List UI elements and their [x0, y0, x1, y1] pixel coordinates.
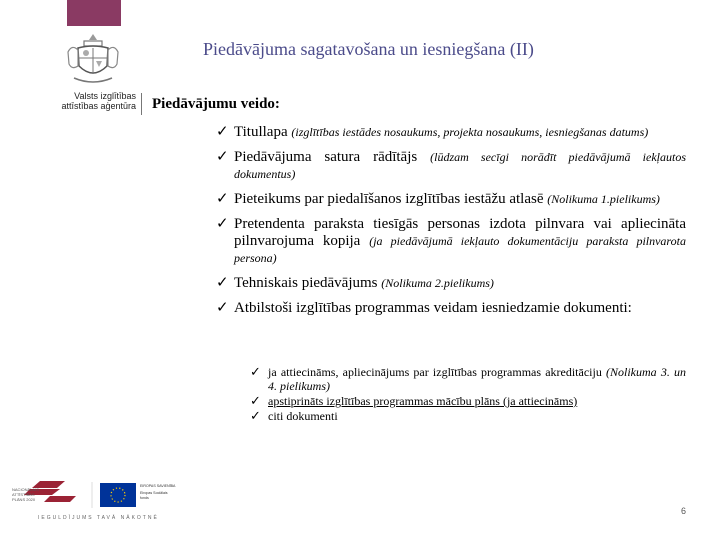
list-item-text	[234, 275, 686, 292]
sub-document-list	[250, 365, 686, 424]
sub-list-item	[250, 394, 686, 408]
list-item	[216, 149, 686, 183]
page-title: Piedāvājuma sagatavošana un iesniegšana (II)	[203, 39, 534, 59]
item-main: Pieteikums par piedalīšanos izglītības iestāžu atlasē	[234, 191, 544, 207]
item-main: Tehniskais piedāvājums	[234, 275, 378, 291]
footer-logos	[10, 478, 210, 518]
check-icon: ✓	[216, 216, 229, 232]
list-item-text	[234, 149, 686, 183]
page-number: 6	[681, 506, 687, 516]
agency-line: Valsts izglītības	[74, 91, 136, 101]
check-icon: ✓	[216, 124, 229, 140]
logo-text: EIROPAS SAVIENĪBA	[140, 484, 176, 488]
subitem-note: (Nolikuma 3. un 4. pielikums)	[268, 365, 686, 393]
item-note: (Nolikuma 1.pielikums)	[547, 192, 660, 206]
agency-name	[50, 91, 136, 111]
check-icon: ✓	[216, 275, 229, 291]
check-icon: ✓	[216, 191, 229, 207]
subitem-text: citi dokumenti	[268, 409, 338, 423]
footer-caption: IEGULDĪJUMS TAVĀ NĀKOTNĒ	[38, 515, 159, 521]
top-accent-bar	[67, 0, 121, 26]
logo-text: NACIONĀLAIS	[12, 487, 39, 492]
list-item	[216, 300, 686, 317]
check-icon: ✓	[216, 149, 229, 165]
eu-flag-icon	[100, 483, 136, 507]
item-note: (izglītības iestādes nosaukums, projekta nosaukums, iesniegšanas datums)	[291, 125, 649, 139]
crest-icon	[64, 30, 122, 88]
divider	[141, 93, 142, 115]
item-note: (lūdzam secīgi norādīt piedāvājumā iekļautos dokumentus)	[234, 150, 686, 181]
list-item-text	[234, 124, 686, 141]
list-item-text	[234, 191, 686, 208]
item-main: Titullapa	[234, 124, 288, 140]
item-note: (ja piedāvājumā iekļauto dokumentāciju paraksta pilnvarota persona)	[234, 234, 686, 265]
logo-text: ATTĪSTĪBAS	[12, 492, 35, 497]
subitem-text: ja attiecināms, apliecinājums par izglītības programmas akreditāciju	[268, 365, 602, 379]
item-main: Pretendenta paraksta tiesīgās personas izdota pilnvara vai apliecināta pilnvarojuma kopija	[234, 216, 686, 249]
item-note: (Nolikuma 2.pielikums)	[381, 276, 494, 290]
logo-text: Eiropas Sociālais	[140, 491, 168, 495]
list-item-text	[234, 216, 686, 267]
sub-list-item	[250, 365, 686, 393]
list-item-text	[234, 300, 686, 317]
logo-text: fonds	[140, 496, 149, 500]
document-list	[216, 124, 686, 325]
item-main: Atbilstoši izglītības programmas veidam iesniedzamie dokumenti:	[234, 300, 632, 316]
sub-list-item	[250, 409, 686, 423]
section-heading: Piedāvājumu veido:	[152, 96, 280, 112]
list-item	[216, 216, 686, 267]
subitem-text: apstiprināts izglītības programmas mācību plāns (ja attiecināms)	[268, 394, 578, 408]
check-icon: ✓	[250, 364, 261, 379]
logo-stripe	[44, 496, 76, 502]
check-icon: ✓	[250, 393, 261, 408]
agency-line: attīstības aģentūra	[61, 101, 136, 111]
list-item	[216, 191, 686, 208]
list-item	[216, 275, 686, 292]
check-icon: ✓	[250, 408, 261, 423]
check-icon: ✓	[216, 300, 229, 316]
list-item	[216, 124, 686, 141]
item-main: Piedāvājuma satura rādītājs	[234, 149, 418, 165]
logo-text: PLĀNS 2020	[12, 497, 36, 502]
